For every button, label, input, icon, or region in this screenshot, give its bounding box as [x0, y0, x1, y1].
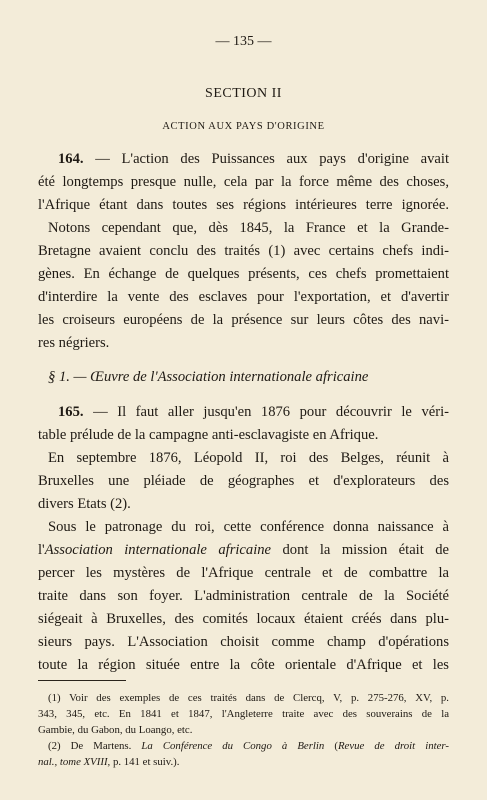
- para-165-line-7: l'Association internationale africaine dont la mission était de: [38, 542, 450, 558]
- para-165-line-2: table prélude de la campagne anti-esclavagiste en Afrique.: [38, 427, 379, 443]
- paragraph-number-165: 165.: [58, 404, 84, 420]
- para-165-line-1: 165. — Il faut aller jusqu'en 1876 pour découvrir le véri-: [58, 404, 449, 420]
- para-165-line-9: traite dans son foyer. L'administration centrale de la Société: [38, 588, 449, 604]
- para-164-line-7: d'interdire la vente des esclaves pour l'exportation, et d'avertir: [38, 289, 449, 305]
- para-165-line-6: Sous le patronage du roi, cette conférence donna naissance à: [48, 519, 449, 535]
- para-164-line-3: l'Afrique étant dans toutes ses régions intérieures terre ignorée.: [38, 197, 449, 213]
- page-number: — 135 —: [215, 34, 272, 49]
- para-164-line-5: Bretagne avaient conclu des traités (1) avec certains chefs indi-: [38, 243, 449, 259]
- para-164-line-2: été longtemps presque nulle, cela par la force même des choses,: [38, 174, 449, 190]
- para-165-line-3: En septembre 1876, Léopold II, roi des Belges, réunit à: [48, 450, 449, 466]
- footnote-2-line-1: (2) De Martens. La Conférence du Congo à Berlin (Revue de droit inter-: [48, 740, 449, 752]
- footnote-1-line-2: 343, 345, etc. En 1841 et 1847, l'Angleterre traite avec des souverains de la: [38, 708, 449, 720]
- footnote-2-line-2: nal., tome XVIII, p. 141 et suiv.).: [38, 756, 180, 768]
- footnote-2-journal: Revue de droit inter-: [337, 740, 449, 752]
- para-164-line-1: 164. — L'action des Puissances aux pays d'origine avait: [58, 151, 449, 167]
- section-title: SECTION II: [205, 86, 282, 101]
- para-165-line-11: sieurs pays. L'Association choisit comme champ d'opérations: [38, 634, 449, 650]
- subsection-heading: § 1. — Œuvre de l'Association internationale africaine: [48, 369, 369, 385]
- para-164-line-8: les croiseurs européens de la présence sur leurs côtes des navi-: [38, 312, 449, 328]
- para-164-line-4: Notons cependant que, dès 1845, la France et la Grande-: [48, 220, 449, 236]
- association-name-italic: Association internationale africaine: [44, 542, 272, 558]
- para-165-line-4: Bruxelles une pléiade de géographes et d'explorateurs des: [38, 473, 449, 489]
- footnote-1-line-1: (1) Voir des exemples de ces traités dans de Clercq, V, p. 275-276, XV, p.: [48, 692, 449, 704]
- paragraph-number-164: 164.: [58, 151, 84, 167]
- para-165-line-5: divers Etats (2).: [38, 496, 131, 512]
- para-165-line-8: percer les mystères de l'Afrique centrale et de combattre la: [38, 565, 449, 581]
- footnote-1-line-3: Gambie, du Gabon, du Loango, etc.: [38, 724, 193, 736]
- para-164-line-6: gènes. En échange de quelques présents, ces chefs promettaient: [38, 266, 449, 282]
- para-165-line-10: siégeait à Bruxelles, des comités locaux étaient créés dans plu-: [38, 611, 449, 627]
- para-164-line-9: res négriers.: [38, 335, 110, 351]
- footnote-2-title: La Conférence du Congo à Berlin: [141, 740, 325, 752]
- para-165-line-12: toute la région située entre la côte orientale d'Afrique et les: [38, 657, 449, 673]
- section-subtitle: ACTION AUX PAYS D'ORIGINE: [162, 121, 325, 132]
- footnote-divider: [38, 680, 126, 681]
